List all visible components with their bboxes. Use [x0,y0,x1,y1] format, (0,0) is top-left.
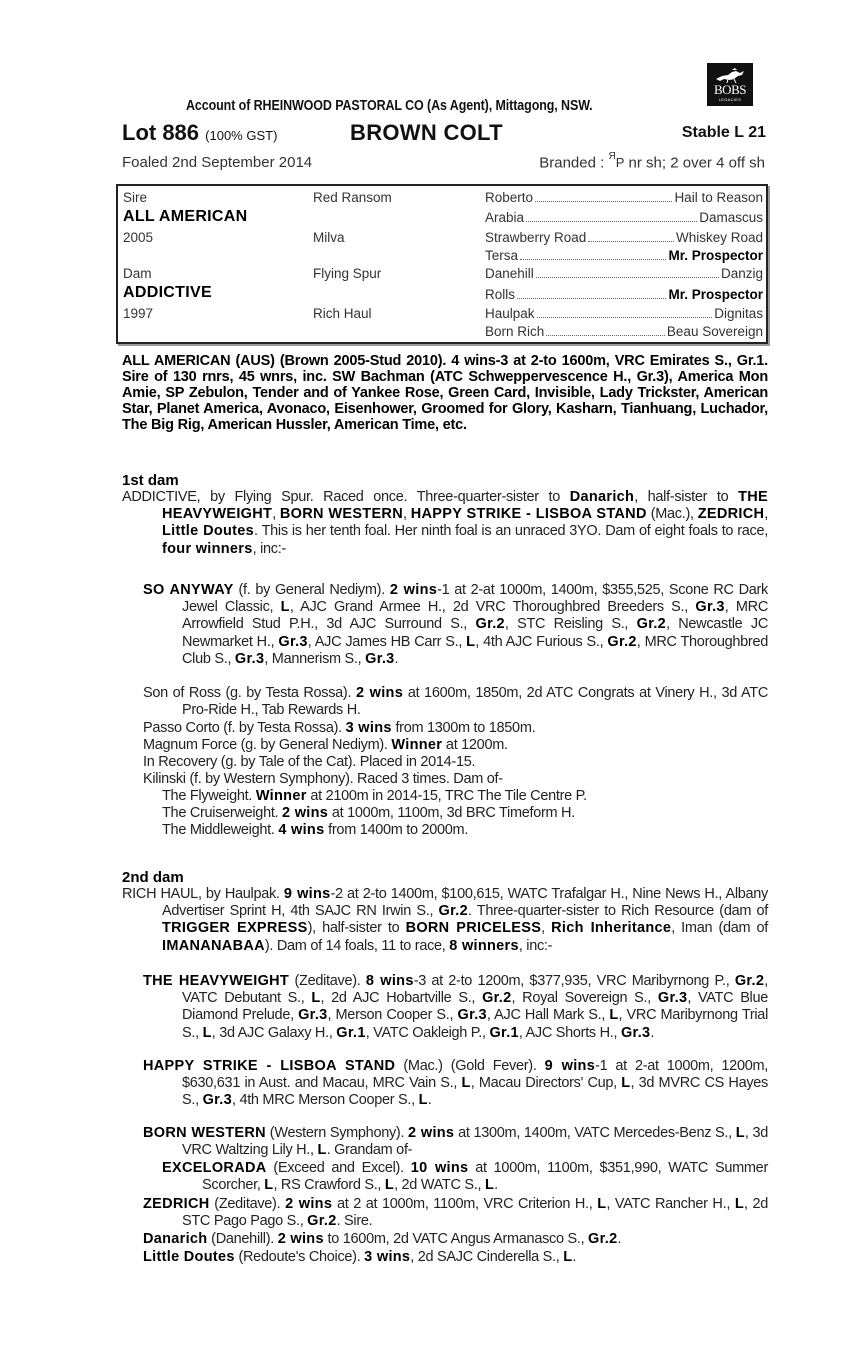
sire-label: Sire [123,190,148,205]
great-grandparent-row: Born Rich Beau Sovereign [485,324,763,339]
gst-note: (100% GST) [205,128,278,143]
progeny-the-heavyweight: THE HEAVYWEIGHT (Zeditave). 8 wins-3 at 2-to 1200m, $377,935, VRC Maribyrnong P., Gr.2, VATC Debutant S., L, 2d AJC Hobartville S., Gr.2, Royal Sovereign S., Gr.3, VATC Blue Diamond Prelude, Gr.3, Merson Cooper S., Gr.3, AJC Hall Mark S., L, VRC Maribyrnong Trial S., L, 3d AJC Galaxy H., Gr.1, VATC Oakleigh P., Gr.1, AJC Shorts H., Gr.3. [143,973,769,1041]
branded-label: Branded : [539,154,605,172]
progeny-kilinski: Kilinski (f. by Western Symphony). Raced 3 times. Dam of- [143,771,503,787]
grandprogeny-cruiserweight: The Cruiserweight. 2 wins at 1000m, 1100m, 3d BRC Timeform H. [162,805,575,821]
brand-mark-icon: $^Я$P [608,151,625,171]
sire-year: 2005 [123,230,154,245]
grandprogeny-middleweight: The Middleweight. 4 wins from 1400m to 2000m. [162,822,469,838]
progeny-son-of-ross: Son of Ross (g. by Testa Rossa). 2 wins at 1600m, 1850m, 2d ATC Congrats at Vinery H., 3d ATC Pro-Ride H., Tab Rewards H. [143,685,768,719]
sire-name: ALL AMERICAN [123,208,248,225]
great-grandparent-row: Roberto Hail to Reason [485,190,763,205]
stable-number: Stable L 21 [681,124,766,141]
pedigree-table [116,184,768,344]
progeny-so-anyway: SO ANYWAY (f. by General Nediym). 2 wins-1 at 2-at 1000m, 1400m, $355,525, Scone RC Dark Jewel Classic, L, AJC Grand Armee H., 2d VRC Thoroughbred Breeders S., Gr.3, MRC Arrowfield Stud P.H., 3d AJC Surround S., Gr.2, STC Reisling S., Gr.2, Newcastle JC Newmarket H., Gr.3, AJC James HB Carr S., L, 4th AJC Furious S., Gr.2, MRC Thoroughbred Club S., Gr.3, Mannerism S., Gr.3. [143,582,769,667]
progeny-magnum-force: Magnum Force (g. by General Nediym). Winner at 1200m. [143,737,508,753]
grandsire-maternal: Flying Spur [313,266,382,281]
grandprogeny-flyweight: The Flyweight. Winner at 2100m in 2014-15, TRC The Tile Centre P. [162,788,587,804]
progeny-born-western: BORN WESTERN (Western Symphony). 2 wins at 1300m, 1400m, VATC Mercedes-Benz S., L, 3d VRC Waltzing Lily H., L. Grandam of- [143,1125,768,1159]
bobs-logo [707,63,753,106]
sire-summary: ALL AMERICAN (AUS) (Brown 2005-Stud 2010). 4 wins-3 at 2-to 1600m, VRC Emirates S., Gr.1. Sire of 130 rnrs, 45 wnrs, inc. SW Bachman (ATC Schweppervescence H., Gr.3), America Mon Amie, SP Zebulon, Tender and of Yankee Rose, Green Card, Invisible, Lady Trickster, American Star, Planet America, Avonaco, Eisenhower, Groomed for Glory, Kasharn, Tianhuang, Luchador, The Big Rig, American Hussler, American Time, etc. [122,353,768,433]
granddam-maternal: Rich Haul [313,306,372,321]
progeny-little-doutes: Little Doutes (Redoute's Choice). 3 wins, 2d SAJC Cinderella S., L. [143,1249,577,1265]
dam-year: 1997 [123,306,154,321]
logo-text: BOBS [714,82,746,97]
second-dam-intro: RICH HAUL, by Haulpak. 9 wins-2 at 2-to 1400m, $100,615, WATC Trafalgar H., Nine News H., Albany Advertiser Sprint H, 4th SAJC RN Irwin S., Gr.2. Three-quarter-sister to Rich Resource (dam of TRIGGER EXPRESS), half-sister to BORN PRICELESS, Rich Inheritance, Iman (dam of IMANANABAA). Dam of 14 foals, 11 to race, 8 winners, inc:- [122,886,768,954]
branded-details: nr sh; 2 over 4 off sh [628,154,765,172]
first-dam-intro: ADDICTIVE, by Flying Spur. Raced once. Three-quarter-sister to Danarich, half-sister to THE HEAVYWEIGHT, BORN WESTERN, HAPPY STRIKE - LISBOA STAND (Mac.), ZEDRICH, Little Doutes. This is her tenth foal. Her ninth foal is an unraced 3YO. Dam of eight foals to race, four winners, inc:- [122,489,768,557]
great-grandparent-row: Rolls Mr. Prospector [485,287,763,302]
great-grandparent-row: Haulpak Dignitas [485,306,763,321]
dam-label: Dam [123,266,152,281]
horse-description: BROWN COLT [350,120,503,145]
vendor-line: Account of RHEINWOOD PASTORAL CO (As Agent), Mittagong, NSW. [186,98,593,114]
horse-jockey-icon [714,67,746,85]
progeny-passo-corto: Passo Corto (f. by Testa Rossa). 3 wins from 1300m to 1850m. [143,720,536,736]
dam-name: ADDICTIVE [123,284,212,301]
branded-info [539,151,765,172]
progeny-in-recovery: In Recovery (g. by Tale of the Cat). Placed in 2014-15. [143,754,476,770]
grandprogeny-excelorada: EXCELORADA (Exceed and Excel). 10 wins at 1000m, 1100m, $351,990, WATC Summer Scorcher, L, RS Crawford S., L, 2d WATC S., L. [162,1160,768,1194]
great-grandparent-row: Strawberry Road Whiskey Road [485,230,763,245]
first-dam-heading: 1st dam [122,472,179,489]
lot-line [122,120,770,146]
progeny-danarich: Danarich (Danehill). 2 wins to 1600m, 2d VATC Angus Armanasco S., Gr.2. [143,1231,622,1247]
great-grandparent-row: Danehill Danzig [485,266,763,281]
progeny-zedrich: ZEDRICH (Zeditave). 2 wins at 2 at 1000m, 1100m, VRC Criterion H., L, VATC Rancher H., L, 2d STC Pago Pago S., Gr.2. Sire. [143,1196,768,1230]
logo-subtext: LEGACIES [718,97,742,102]
foaled-date: Foaled 2nd September 2014 [122,154,313,171]
lot-label: Lot 886 [122,120,200,145]
progeny-happy-strike: HAPPY STRIKE - LISBOA STAND (Mac.) (Gold Fever). 9 wins-1 at 2-at 1000m, 1200m, $630,631 in Aust. and Macau, MRC Vain S., L, Macau Directors' Cup, L, 3d MVRC CS Hayes S., Gr.3, 4th MRC Merson Cooper S., L. [143,1058,768,1109]
lot-number [122,120,277,146]
great-grandparent-row: Arabia Damascus [485,210,763,225]
great-grandparent-row: Tersa Mr. Prospector [485,248,763,263]
second-dam-heading: 2nd dam [122,869,184,886]
grandsire-paternal: Red Ransom [313,190,392,205]
granddam-paternal: Milva [313,230,345,245]
